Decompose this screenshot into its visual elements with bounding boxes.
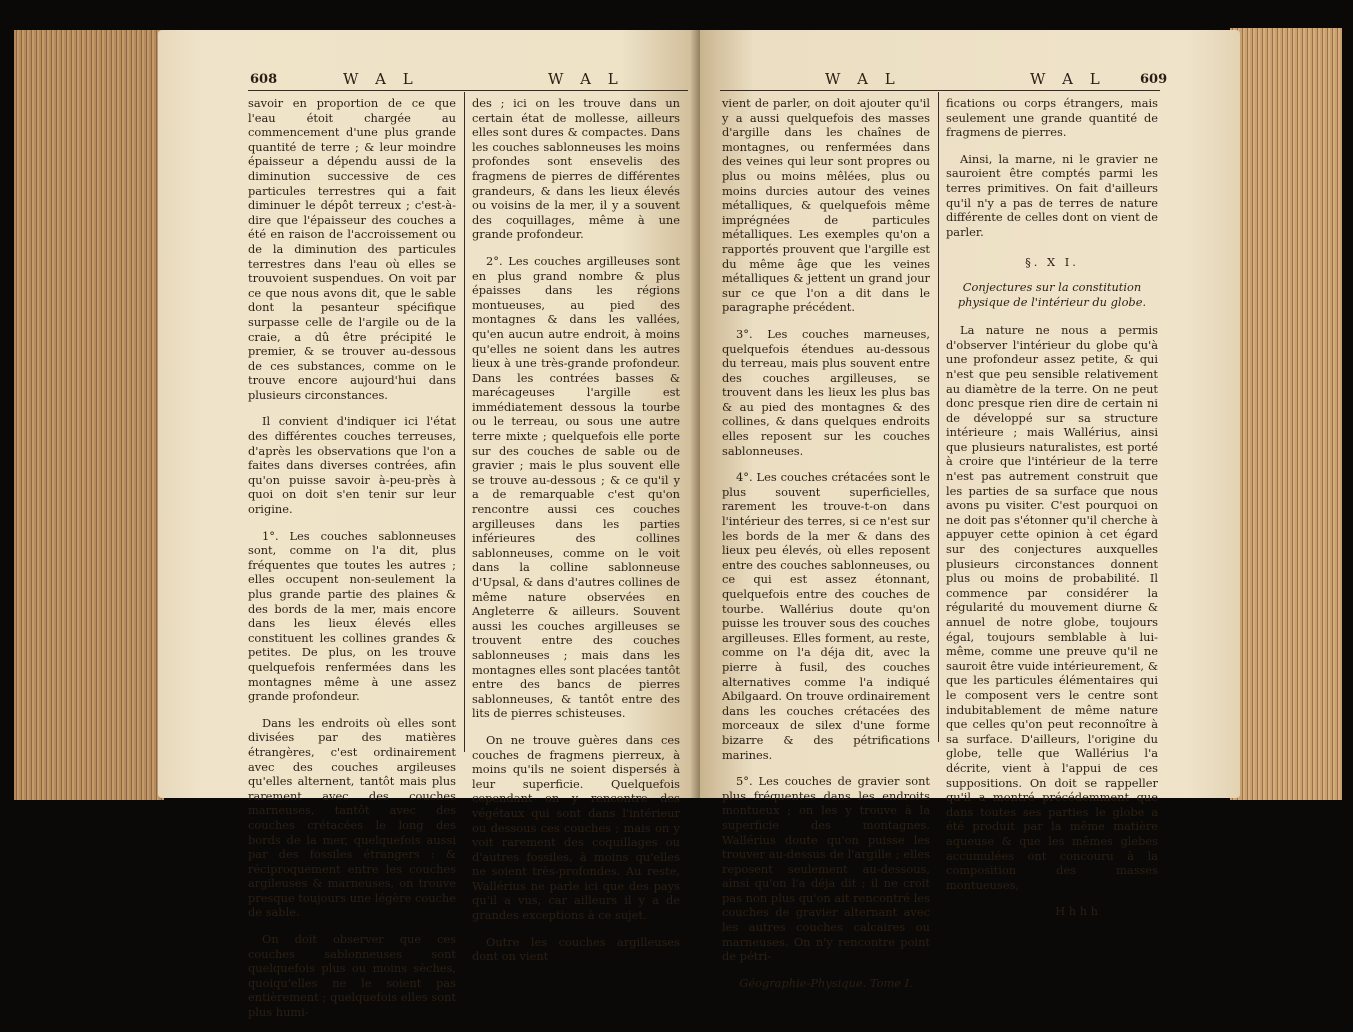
left-column-1 — [248, 96, 456, 1032]
header-rule — [248, 90, 688, 91]
header-rule — [720, 90, 1160, 91]
paragraph: fications ou corps étrangers, mais seulement une grande quantité de fragmens de pierres. — [946, 96, 1158, 140]
paragraph: des ; ici on les trouve dans un certain état de mollesse, ailleurs elles sont dures & compactes. Dans les couches sablonneuses les moins profondes sont ensevelis des fragmens de pierres de différentes grandeurs, & dans les lieux élevés ou voisins de la mer, il y a souvent des coquillages, même à une grande profondeur. — [472, 96, 680, 242]
paragraph: 4°. Les couches crétacées sont le plus souvent superficielles, rarement les trouve-t-on dans l'intérieur des terres, si ce n'est sur les bords de la mer & dans des lieux peu élevés, où elles reposent entre des couches sablonneuses, ou ce qui est assez étonnant, quelquefois entre des couches de tourbe. Wallérius doute qu'on puisse les trouver sous des couches argilleuses. Elles forment, au reste, comme on l'a déja dit, avec la pierre à fusil, des couches alternatives comme l'a indiqué Abilgaard. On trouve ordinairement dans les couches crétacées des morceaux de silex d'une forme bizarre & des pétrifications marines. — [722, 470, 930, 762]
right-column-1 — [722, 96, 930, 990]
running-header: W A L — [343, 70, 419, 88]
book-edge-right — [1230, 28, 1342, 800]
column-rule — [464, 92, 465, 752]
section-heading: §. X I. — [1025, 255, 1079, 270]
signature-mark: H h h h — [1055, 904, 1098, 919]
paragraph: savoir en proportion de ce que l'eau étoit chargée au commencement d'une plus grande quantité de terre ; & leur moindre épaisseur a dépendu aussi de la diminution successive de ces particules terrestres qui a fait diminuer le dépôt terreux ; c'est-à-dire que l'épaisseur des couches a été en raison de l'accroissement ou de la diminution des particules terrestres dans l'eau où elles se trouvoient suspendues. On voit par ce que nous avons dit, que le sable dont la pesanteur spécifique surpasse celle de l'argile ou de la craie, a dû être précipité le premier, & se trouver au-dessous de ces substances, comme on le trouve encore aujourd'hui dans plusieurs circonstances. — [248, 96, 456, 402]
paragraph: 3°. Les couches marneuses, quelquefois étendues au-dessous du terreau, mais plus souvent entre des couches argilleuses, se trouvent dans les lieux les plus bas & au pied des montagnes & des collines, & dans quelques endroits elles reposent sur les couches sablonneuses. — [722, 326, 930, 458]
running-header: W A L — [825, 70, 901, 88]
paragraph: 2°. Les couches argilleuses sont en plus grand nombre & plus épaisses dans les régions montueuses, au pied des montagnes & dans les vallées, qu'en aucun autre endroit, à moins qu'elles ne soient dans les autres lieux à une très-grande profondeur. Dans les contrées basses & marécageuses l'argille est immédiatement dessous la tourbe ou le terreau, ou sous une autre terre mixte ; quelquefois elle porte sur des couches de sable ou de gravier ; mais le plus souvent elle se trouve au-dessous ; & ce qu'il y a de remarquable c'est qu'on rencontre aussi ces couches argilleuses dans les parties inférieures des collines sablonneuses, comme on le voit dans la colline sablonneuse d'Upsal, & dans d'autres collines de même nature observées en Angleterre & ailleurs. Souvent aussi les couches argilleuses se trouvent entre des couches sablonneuses ; mais dans les montagnes elles sont placées tantôt entre des bancs de pierres sablonneuses, & tantôt entre des lits de pierres schisteuses. — [472, 253, 681, 721]
book-edge-left — [14, 30, 164, 800]
page-number: 609 — [1140, 72, 1168, 87]
right-page — [700, 30, 1240, 990]
paragraph: 1°. Les couches sablonneuses sont, comme on l'a dit, plus fréquentes que toutes les autres ; elles occupent non-seulement la plus grande partie des plaines & des bords de la mer, mais encore dans les lieux élevés elles constituent les collines grandes & petites. De plus, on les trouve quelquefois renfermées dans les montagnes même à une assez grande profondeur. — [248, 528, 456, 704]
page-number: 608 — [250, 72, 278, 87]
paragraph: La nature ne nous a permis d'observer l'intérieur du globe qu'à une profondeur assez petite, & qui n'est que peu sensible relativement au diamètre de la terre. On ne peut donc presque rien dire de certain ni de développé sur sa structure intérieure ; mais Wallérius, ainsi que plusieurs naturalistes, est porté à croire que l'intérieur de la terre n'est pas autrement construit que les parties de sa surface que nous avons pu visiter. C'est pourquoi on ne doit pas s'étonner qu'il cherche à appuyer cette opinion à cet égard sur des conjectures auxquelles plusieurs circonstances donnent plus ou moins de probabilité. Il commence par considérer la régularité du mouvement diurne & annuel de notre globe, toujours égal, toujours semblable à lui-même, comme une preuve qu'il ne sauroit être vuide intérieurement, & que les particules élémentaires qui le composent vers le centre sont indubitablement de même nature que celles qu'on peut reconnoître à sa surface. D'ailleurs, l'origine du globe, telle que Wallérius l'a décrite, vient à l'appui de ces suppositions. On doit se rappeller qu'il a montré précédemment que dans toutes ses parties le globe a été produit par la même matière aqueuse & que les mêmes glebes accumulées ont concouru à la composition des masses montueuses, — [946, 323, 1158, 892]
paragraph: On ne trouve guères dans ces couches de fragmens pierreux, à moins qu'ils ne soient dispersés à leur superficie. Quelquefois cependant on y rencontre des végétaux qui sont dans l'intérieur ou dessous ces couches ; mais on y voit rarement des coquillages ou d'autres fossiles, à moins qu'elles ne soient très-profondes. Au reste, Wallérius ne parle ici que des pays qu'il a vus, car ailleurs il y a de grandes exceptions à ce sujet. — [472, 732, 680, 923]
paragraph: Dans les endroits où elles sont divisées par des matières étrangères, c'est ordinairement avec des couches argileuses qu'elles alternent, tantôt mais plus rarement avec des couches marneuses, tantôt avec des couches crétacées le long des bords de la mer, quelquefois aussi par des fossiles étrangers : & réciproquement entre les couches argileuses & marneuses, on trouve presque toujours une légère couche de sable. — [248, 715, 457, 920]
left-column-2 — [472, 96, 680, 976]
right-column-2 — [946, 96, 1158, 919]
paragraph: Il convient d'indiquer ici l'état des différentes couches terreuses, d'après les observations que l'on a faites dans diverses contrées, afin qu'on puisse savoir à-peu-près à quoi on doit s'en tenir sur leur origine. — [248, 414, 456, 517]
running-header-2: W A L — [548, 70, 624, 88]
paragraph: Ainsi, la marne, ni le gravier ne sauroient être comptés parmi les terres primitives. On fait d'ailleurs qu'il n'y a pas de terres de nature différente de celles dont on vient de parler. — [946, 151, 1158, 239]
paragraph: 5°. Les couches de gravier sont plus fréquentes dans les endroits montueux ; on les y trouve à la superficie des montagnes. Wallérius doute qu'on puisse les trouver au-dessus de l'argille ; elles reposent seulement au-dessous, ainsi qu'on l'a déja dit ; il ne croit pas non plus qu'on ait rencontré les couches de gravier alternant avec les autres couches calcaires ou marneuses. On n'y rencontre point de pétri- — [722, 774, 930, 964]
page-footer: Géographie-Physique. Tome I. — [739, 975, 913, 990]
paragraph: On doit observer que ces couches sablonneuses sont quelquefois plus ou moins sèches, quoiqu'elles ne le soient pas entièrement ; quelquefois elles sont plus humi- — [248, 932, 456, 1020]
left-page — [158, 30, 703, 1020]
running-header-2: W A L — [1030, 70, 1106, 88]
paragraph: Outre les couches argilleuses dont on vient — [472, 934, 680, 964]
column-rule — [938, 92, 939, 742]
section-title: Conjectures sur la constitution physique de l'intérieur du globe. — [957, 279, 1147, 309]
paragraph: vient de parler, on doit ajouter qu'il y a aussi quelquefois des masses d'argille dans les chaînes de montagnes, ou renfermées dans des veines qui leur sont propres ou plus ou moins mêlées, plus ou moins durcies autour des veines métalliques, & quelquefois même imprégnées de particules métalliques. Les exemples qu'on a rapportés prouvent que l'argille est du même âge que les veines métalliques & jettent un grand jour sur ce que l'on a dit dans le paragraphe précédent. — [722, 96, 930, 315]
